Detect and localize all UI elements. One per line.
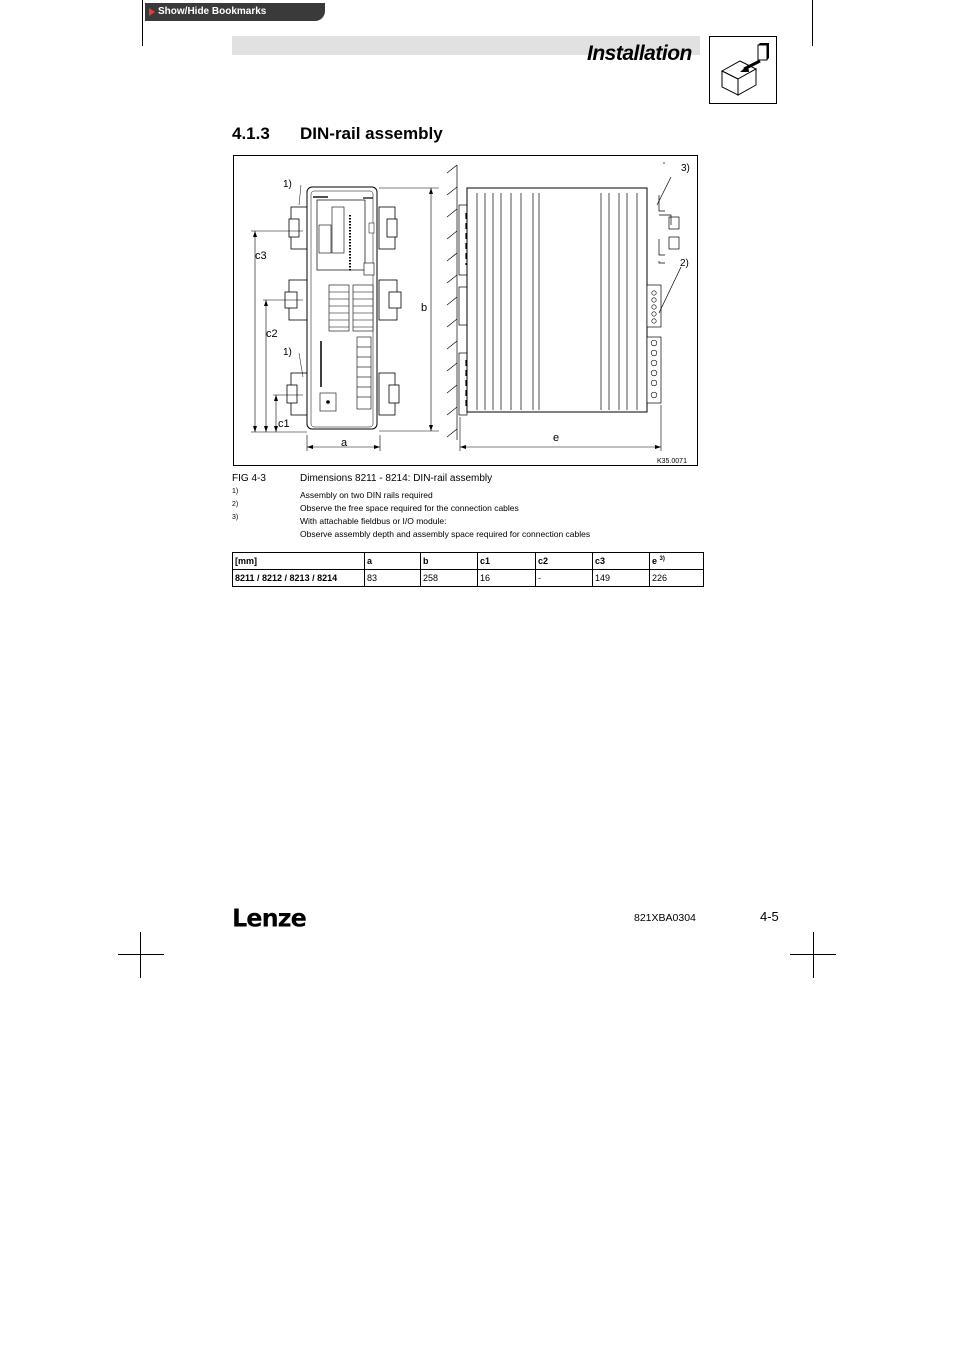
- table-header-cell-e: [650, 553, 704, 570]
- crop-mark: [790, 954, 836, 955]
- table-row: [233, 570, 704, 587]
- document-id: 821XBA0304: [634, 912, 696, 924]
- dimensions-table: [232, 552, 704, 587]
- crop-mark: [142, 0, 143, 46]
- dim-label-e: e: [553, 432, 560, 444]
- table-header-cell: [mm]: [233, 553, 365, 570]
- dim-label-note1-top: 1): [283, 179, 292, 190]
- crop-mark: [812, 0, 813, 46]
- page-title: Installation: [587, 42, 692, 65]
- note-text: Observe the free space required for the connection cables: [300, 503, 519, 513]
- crop-mark: [813, 932, 814, 978]
- crop-mark: [118, 954, 164, 955]
- note-number: 1): [232, 488, 239, 495]
- table-header-cell: c3: [593, 553, 650, 570]
- install-box-icon: [709, 36, 777, 104]
- dim-label-note3: 3): [681, 163, 690, 174]
- dim-label-c2: c2: [266, 328, 278, 340]
- page-number: 4-5: [760, 909, 779, 924]
- table-header-cell: c1: [478, 553, 536, 570]
- bookmarks-button-label: Show/Hide Bookmarks: [158, 6, 267, 17]
- lenze-logo: Lenze: [232, 903, 306, 933]
- table-cell: 149: [593, 570, 650, 587]
- din-rail-dimension-drawing: [233, 155, 698, 466]
- table-cell: 226: [650, 570, 704, 587]
- table-cell: -: [536, 570, 593, 587]
- dim-label-note2: 2): [680, 258, 689, 269]
- note-text: Observe assembly depth and assembly space required for connection cables: [300, 529, 591, 539]
- dim-label-b: b: [421, 302, 428, 314]
- figure-caption-id: FIG 4-3: [232, 473, 266, 484]
- table-cell-models: 8211 / 8212 / 8213 / 8214: [233, 570, 365, 587]
- crop-mark: [140, 932, 141, 978]
- table-header-cell: a: [365, 553, 421, 570]
- note-number: 3): [232, 514, 239, 521]
- show-hide-bookmarks-button[interactable]: [145, 3, 325, 21]
- note-number: 2): [232, 501, 239, 508]
- dim-label-note1-bottom: 1): [283, 347, 292, 358]
- table-header-row: [233, 553, 704, 570]
- table-cell: 83: [365, 570, 421, 587]
- triangle-right-icon: [149, 8, 155, 16]
- table-cell: 258: [421, 570, 478, 587]
- section-number: 4.1.3: [232, 124, 270, 143]
- table-header-cell: b: [421, 553, 478, 570]
- note-text: With attachable fieldbus or I/O module:: [300, 516, 447, 526]
- note-text: Assembly on two DIN rails required: [300, 490, 433, 500]
- table-header-e-label: e: [652, 556, 658, 566]
- section-title: DIN-rail assembly: [300, 124, 443, 143]
- dim-label-c3: c3: [255, 250, 267, 262]
- figure-ref-code: K35.0071: [657, 458, 687, 465]
- dim-label-c1: c1: [278, 418, 290, 430]
- table-header-e-footnote: 3): [659, 556, 665, 562]
- dim-label-a: a: [341, 437, 348, 449]
- figure-caption-text: Dimensions 8211 - 8214: DIN-rail assembly: [300, 473, 493, 484]
- table-cell: 16: [478, 570, 536, 587]
- table-header-cell: c2: [536, 553, 593, 570]
